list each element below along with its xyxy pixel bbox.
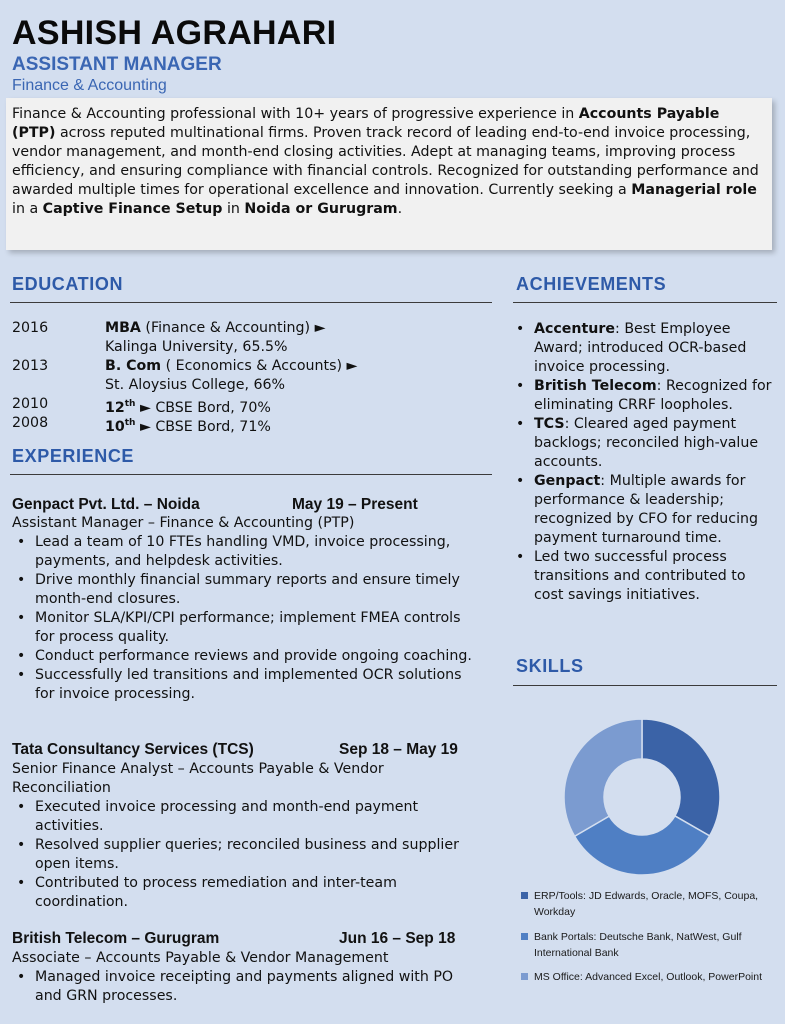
achievements-heading: ACHIEVEMENTS bbox=[516, 274, 667, 294]
achievement-text: : Multiple awards for performance & leadership; recognized by CFO for reducing payment turnaround time. bbox=[534, 473, 759, 546]
achievements-list bbox=[511, 320, 773, 605]
summary-highlight: Noida or Gurugram bbox=[244, 201, 398, 217]
education-institution: St. Aloysius College, 66% bbox=[105, 377, 286, 393]
achievement-text: : Cleared aged payment backlogs; reconciled high-value accounts. bbox=[534, 416, 759, 470]
legend-item bbox=[521, 969, 781, 985]
education-degree: 10 bbox=[105, 419, 125, 435]
education-institution: Kalinga University, 65.5% bbox=[105, 339, 288, 355]
legend-item bbox=[521, 888, 781, 920]
achievement-item bbox=[511, 472, 773, 548]
education-degree-suffix: th bbox=[124, 418, 136, 428]
summary-highlight: Accounts Payable (PTP) bbox=[12, 106, 720, 141]
experience-heading: EXPERIENCE bbox=[12, 446, 135, 466]
achievement-text: : Recognized for eliminating CRRF loopholes. bbox=[534, 378, 772, 413]
achievement-org: British Telecom bbox=[534, 378, 657, 394]
job-bullet: • Executed invoice processing and month-end payment activities. bbox=[12, 798, 474, 836]
education-year: 2013 bbox=[12, 358, 49, 374]
legend-swatch bbox=[521, 973, 528, 980]
job-bullet: • Lead a team of 10 FTEs handling VMD, invoice processing, payments, and helpdesk activities. bbox=[12, 533, 474, 571]
education-degree: B. Com bbox=[105, 358, 162, 374]
education-degree: 12 bbox=[105, 400, 125, 416]
donut-slice bbox=[564, 719, 642, 836]
job-bullet: • Managed invoice receipting and payments aligned with PO and GRN processes. bbox=[12, 968, 474, 1006]
education-item bbox=[12, 414, 492, 433]
donut-slice bbox=[642, 719, 720, 836]
skills-donut-chart bbox=[562, 717, 722, 877]
achievement-text: Led two successful process transitions and contributed to cost savings initiatives. bbox=[534, 549, 746, 603]
job-bullet: • Contributed to process remediation and inter-team coordination. bbox=[12, 874, 474, 912]
candidate-role: ASSISTANT MANAGER bbox=[12, 54, 222, 75]
education-item bbox=[12, 357, 492, 395]
job-title: Associate – Accounts Payable & Vendor Management bbox=[12, 950, 389, 966]
job-bullets bbox=[12, 533, 474, 704]
job-bullets bbox=[12, 968, 474, 1006]
skills-heading: SKILLS bbox=[516, 656, 584, 676]
education-item bbox=[12, 319, 492, 357]
experience-divider bbox=[10, 474, 492, 475]
education-detail: ( Economics & Accounts) ► bbox=[161, 358, 358, 374]
achievement-org: TCS bbox=[534, 416, 565, 432]
summary-text: . bbox=[397, 201, 403, 217]
job-dates: Sep 18 – May 19 bbox=[339, 741, 458, 758]
achievement-text: : Best Employee Award; introduced OCR-based invoice processing. bbox=[534, 321, 747, 375]
summary-highlight: Managerial role bbox=[631, 182, 757, 198]
summary-box bbox=[6, 98, 772, 250]
job-bullet: • Conduct performance reviews and provide ongoing coaching. bbox=[12, 647, 474, 666]
achievement-item bbox=[511, 548, 773, 605]
education-heading: EDUCATION bbox=[12, 274, 124, 294]
job-bullet: • Drive monthly financial summary reports and ensure timely month-end closures. bbox=[12, 571, 474, 609]
job-company: Tata Consultancy Services (TCS) bbox=[12, 741, 254, 758]
summary-text: Finance & Accounting professional with 10+ years of progressive experience in bbox=[12, 106, 579, 122]
job-bullet: • Monitor SLA/KPI/CPI performance; implement FMEA controls for process quality. bbox=[12, 609, 474, 647]
job-company: Genpact Pvt. Ltd. – Noida bbox=[12, 496, 200, 513]
summary-text: across reputed multinational firms. Proven track record of leading end-to-end invoice processing, vendor management, and month-end closing activities. Adept at managing teams, improving process efficiency, and ensuring compliance with financial controls. Recognized for outstanding performance and awarded multiple times for operational excellence and innovation. Currently seeking a bbox=[12, 125, 759, 198]
education-detail: ► CBSE Bord, 70% bbox=[135, 400, 271, 416]
education-detail: ► CBSE Bord, 71% bbox=[135, 419, 271, 435]
achievement-item bbox=[511, 415, 773, 472]
job-bullets bbox=[12, 798, 474, 912]
achievements-divider bbox=[513, 302, 777, 303]
skills-divider bbox=[513, 685, 777, 686]
education-divider bbox=[10, 302, 492, 303]
legend-label: MS Office: Advanced Excel, Outlook, PowerPoint bbox=[534, 971, 763, 983]
legend-label: Bank Portals: Deutsche Bank, NatWest, Gulf International Bank bbox=[534, 931, 742, 959]
education-year: 2010 bbox=[12, 396, 49, 412]
achievement-item bbox=[511, 377, 773, 415]
summary-text: in a bbox=[12, 201, 43, 217]
achievement-item bbox=[511, 320, 773, 377]
education-item bbox=[12, 395, 492, 414]
education-year: 2016 bbox=[12, 320, 49, 336]
achievement-org: Genpact bbox=[534, 473, 601, 489]
legend-swatch bbox=[521, 933, 528, 940]
summary-highlight: Captive Finance Setup bbox=[42, 201, 223, 217]
job-company: British Telecom – Gurugram bbox=[12, 930, 220, 947]
candidate-name: ASHISH AGRAHARI bbox=[12, 14, 337, 52]
education-detail: (Finance & Accounting) ► bbox=[140, 320, 326, 336]
education-degree-suffix: th bbox=[124, 399, 136, 409]
achievement-org: Accenture bbox=[534, 321, 616, 337]
job-dates: May 19 – Present bbox=[292, 496, 418, 513]
job-title: Assistant Manager – Finance & Accounting (PTP) bbox=[12, 515, 355, 531]
job-title: Senior Finance Analyst – Accounts Payable & Vendor Reconciliation bbox=[12, 761, 384, 796]
legend-label: ERP/Tools: JD Edwards, Oracle, MOFS, Coupa, Workday bbox=[534, 890, 759, 918]
education-degree: MBA bbox=[105, 320, 141, 336]
job-dates: Jun 16 – Sep 18 bbox=[339, 930, 456, 947]
job-bullet: • Resolved supplier queries; reconciled business and supplier open items. bbox=[12, 836, 474, 874]
candidate-department: Finance & Accounting bbox=[12, 77, 167, 94]
legend-item bbox=[521, 929, 781, 961]
job-bullet: • Successfully led transitions and implemented OCR solutions for invoice processing. bbox=[12, 666, 474, 704]
legend-swatch bbox=[521, 892, 528, 899]
education-year: 2008 bbox=[12, 415, 49, 431]
summary-text: in bbox=[222, 201, 245, 217]
